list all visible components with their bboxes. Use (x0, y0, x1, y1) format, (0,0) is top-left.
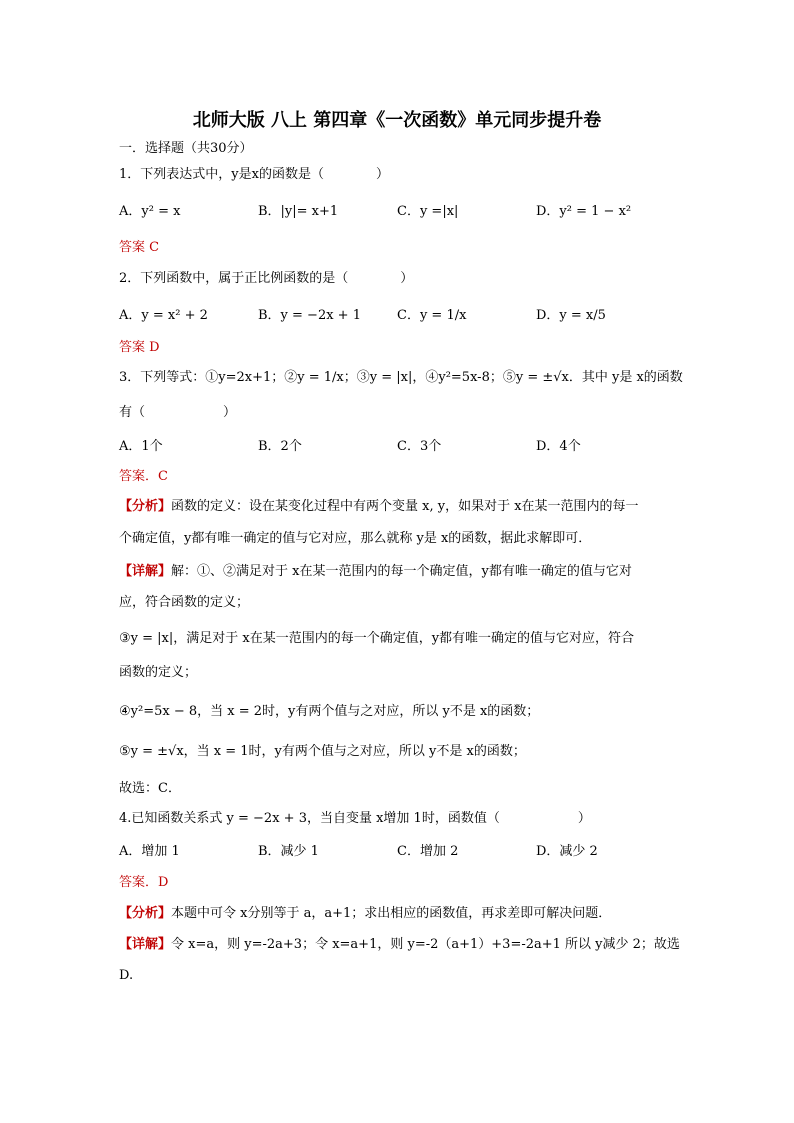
q3-option-a: A．1个 (119, 439, 163, 454)
q4-detail-text-1: 令 x=a，则 y=-2a+3；令 x=a+1，则 y=-2（a+1）+3=-2a+1 所以 y减少 2；故选 (171, 937, 680, 952)
q1-answer: 答案 C (119, 240, 160, 255)
q3-detail-line4: 函数的定义； (119, 665, 198, 680)
q4-option-b: B．减少 1 (258, 844, 319, 859)
q3-stem-line1: 3．下列等式：①y=2x+1；②y = 1/x；③y = |x|，④y²=5x-8；⑤y = ±√x．其中 y是 x的函数 (119, 370, 683, 385)
page-title: 北师大版 八上 第四章《一次函数》单元同步提升卷 (192, 110, 602, 131)
q2-option-d: D．y = x/5 (536, 308, 606, 323)
q2-stem: 2．下列函数中，属于正比例函数的是（ ） (119, 271, 414, 286)
q4-stem: 4.已知函数关系式 y = −2x + 3，当自变量 x增加 1时，函数值（ ） (119, 811, 591, 826)
q4-answer: 答案．D (119, 875, 169, 890)
q2-option-c: C．y = 1/x (397, 308, 467, 323)
q1-option-b: B．|y|= x+1 (258, 204, 339, 219)
q4-detail-tag: 【详解】 (119, 937, 172, 952)
q3-detail-line3: ③y = |x|，满足对于 x在某一范围内的每一个确定值，y都有唯一确定的值与它对应，符合 (119, 631, 635, 646)
q3-analysis-text-1: 函数的定义：设在某变化过程中有两个变量 x, y，如果对于 x在某一范围内的每一 (171, 499, 639, 514)
q3-detail-tag: 【详解】 (119, 564, 172, 579)
q4-option-a: A．增加 1 (119, 844, 180, 859)
q3-analysis-tag: 【分析】 (119, 499, 172, 514)
q3-conclusion: 故选：C． (119, 781, 181, 796)
q2-answer: 答案 D (119, 340, 160, 355)
q3-option-b: B．2个 (258, 439, 302, 454)
q3-detail-line5: ④y²=5x − 8，当 x = 2时，y有两个值与之对应，所以 y不是 x的函数； (119, 704, 540, 719)
q4-detail-line2: D. (119, 968, 134, 983)
q3-detail-line2: 应，符合函数的定义； (119, 595, 250, 610)
q3-analysis-line2: 个确定值，y都有唯一确定的值与它对应，那么就称 y是 x的函数，据此求解即可． (119, 531, 592, 546)
q4-detail-line1 (119, 936, 714, 954)
q4-analysis-tag: 【分析】 (119, 906, 172, 921)
q3-stem-line2: 有（ ） (119, 405, 237, 420)
q2-option-a: A．y = x² + 2 (119, 308, 208, 323)
q3-option-d: D．4个 (536, 439, 581, 454)
q3-answer: 答案．C (119, 469, 168, 484)
q1-stem: 1．下列表达式中，y是x的函数是（ ） (119, 167, 389, 182)
q3-detail-line1 (119, 563, 714, 581)
q4-option-c: C．增加 2 (397, 844, 459, 859)
q3-analysis-line1 (119, 498, 714, 516)
q4-analysis-line1 (119, 905, 714, 923)
q1-option-a: A．y² = x (119, 204, 181, 219)
q3-detail-text-1: 解：①、②满足对于 x在某一范围内的每一个确定值，y都有唯一确定的值与它对 (171, 564, 632, 579)
q3-option-c: C．3个 (397, 439, 442, 454)
q4-option-d: D．减少 2 (536, 844, 598, 859)
q1-option-d: D．y² = 1 − x² (536, 204, 632, 219)
q1-option-c: C．y =|x| (397, 204, 459, 219)
section-heading: 一．选择题（共30分） (119, 141, 253, 156)
q2-option-b: B．y = −2x + 1 (258, 308, 361, 323)
q3-detail-line6: ⑤y = ±√x，当 x = 1时，y有两个值与之对应，所以 y不是 x的函数； (119, 744, 526, 759)
q4-analysis-text-1: 本题中可令 x分别等于 a，a+1；求出相应的函数值，再求差即可解决问题． (171, 906, 612, 921)
